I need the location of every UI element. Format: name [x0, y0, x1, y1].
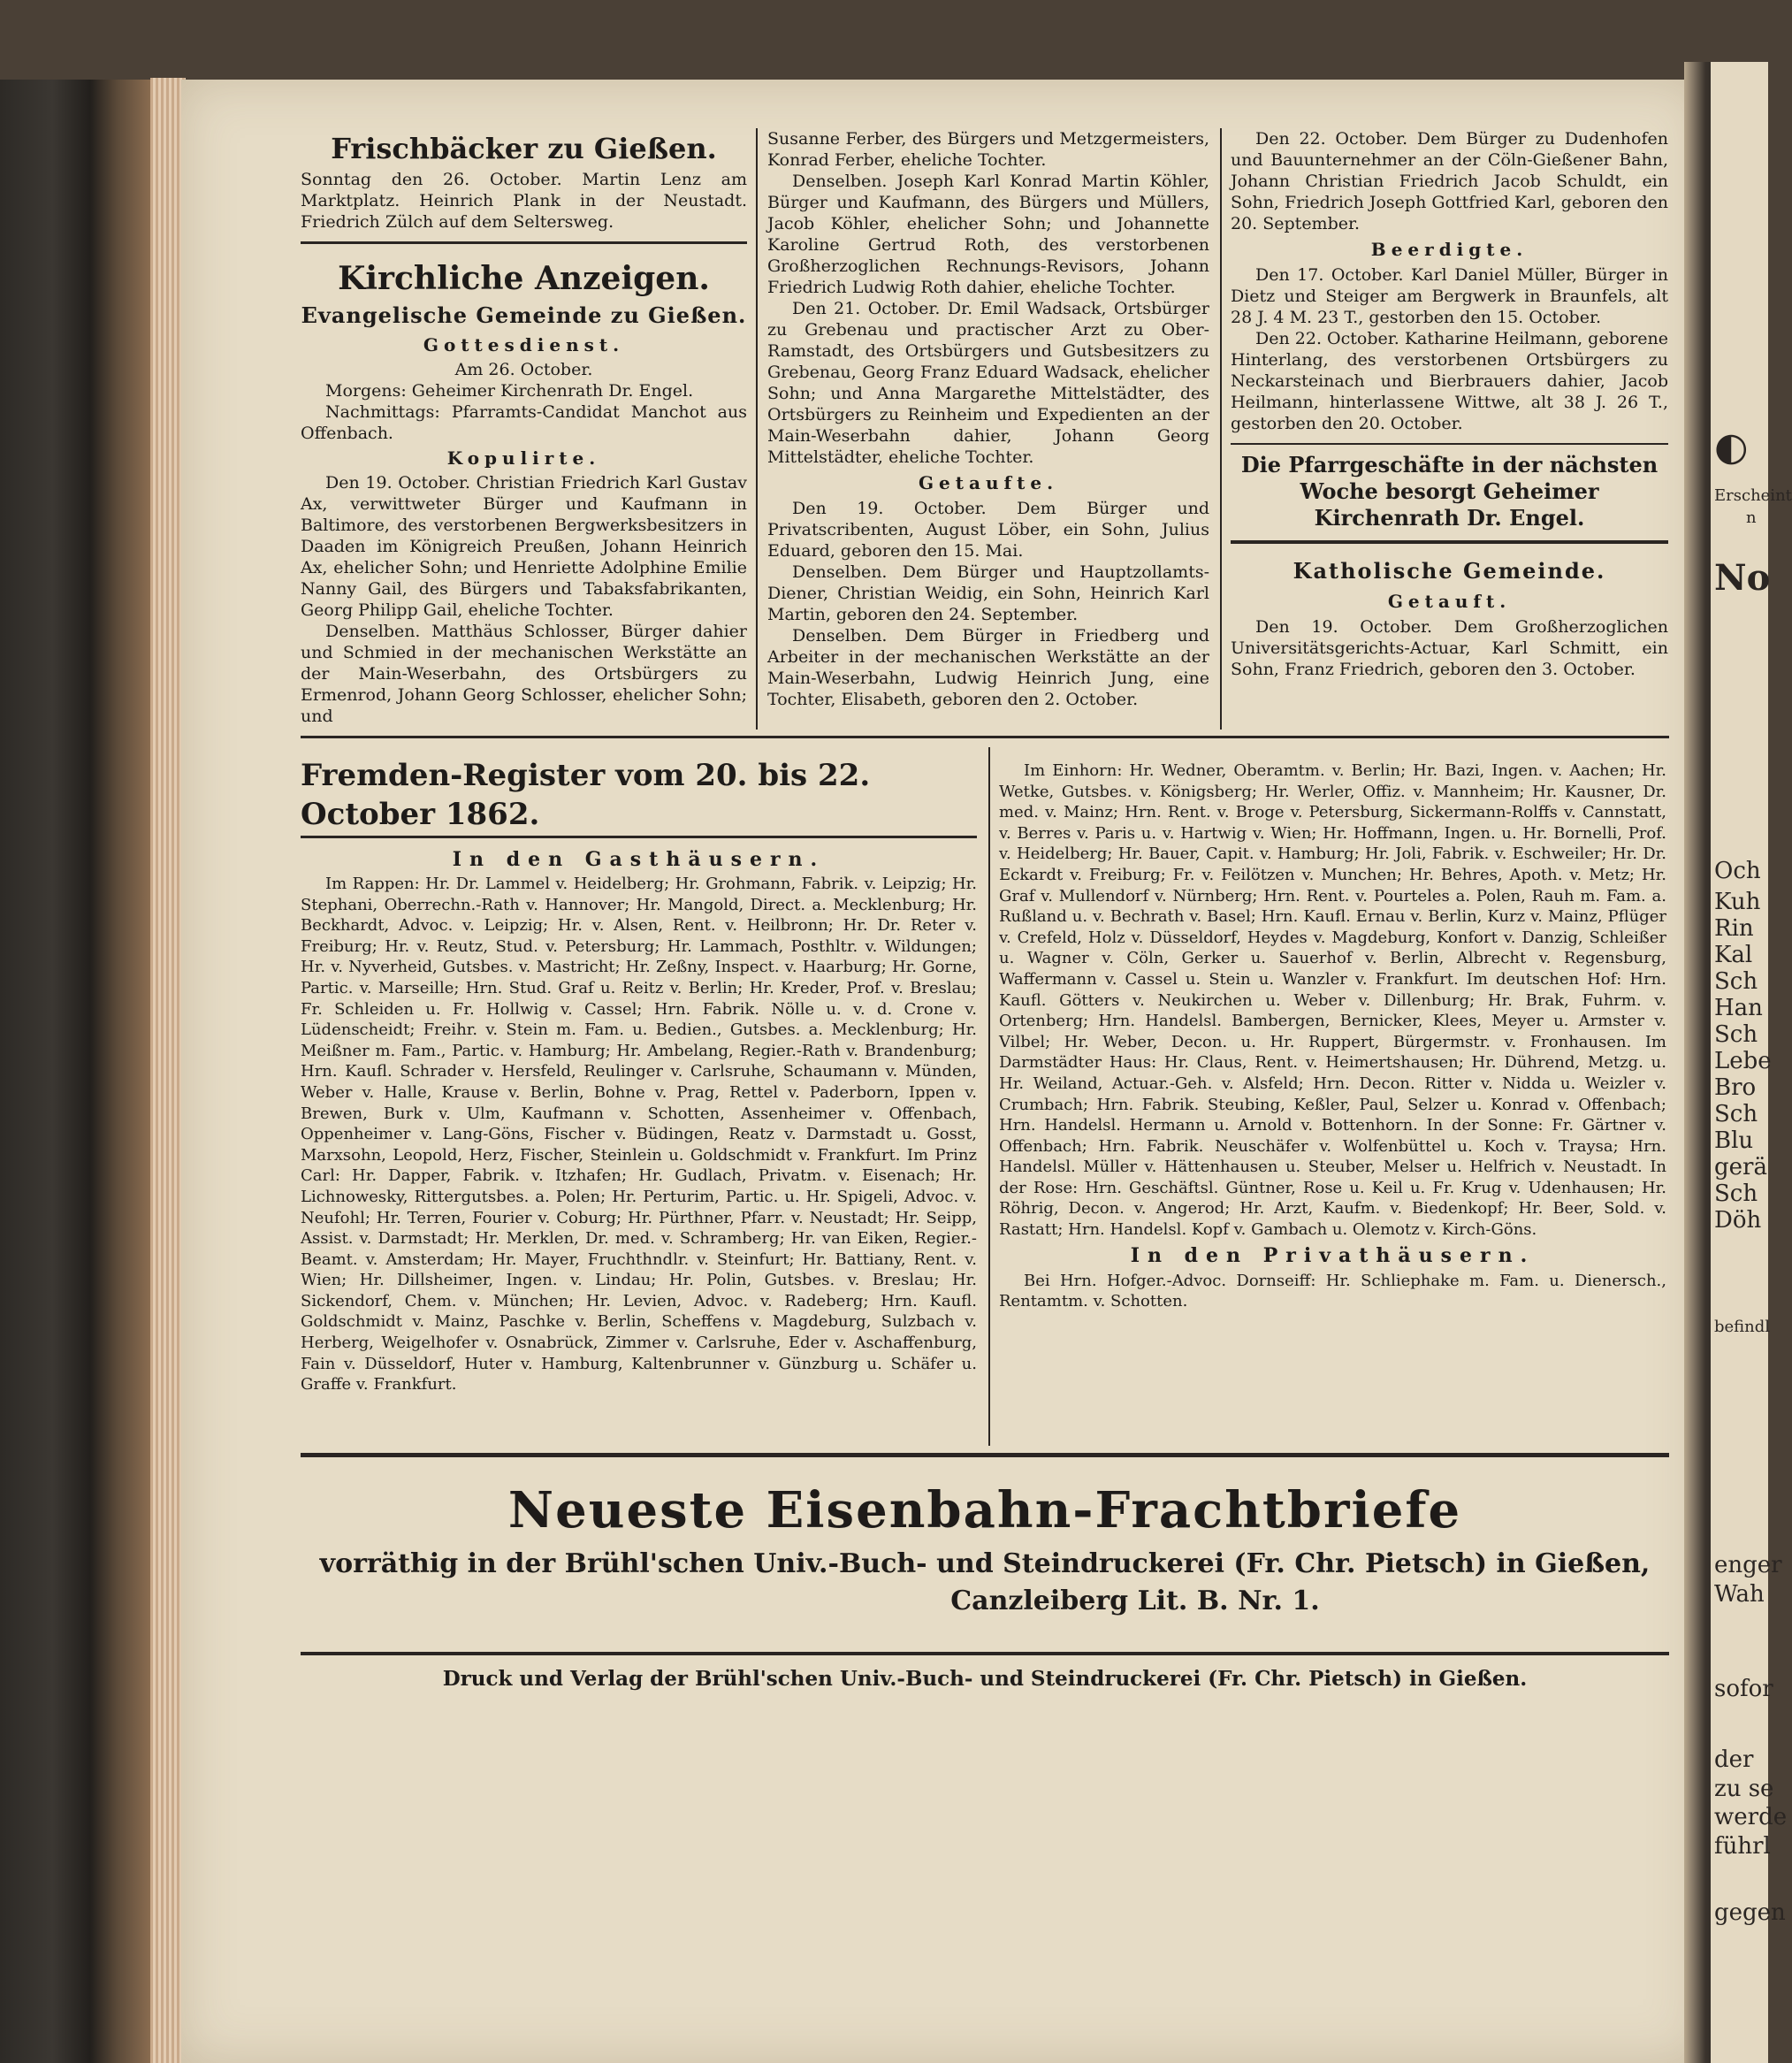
kopulirte-entry: Den 21. October. Dr. Emil Wadsack, Ortsbürger zu Grebenau und practischer Arzt zu Ober-Ramstadt, des Ortsbürgers und Gutsbesitzers zu Grebenau, Georg Franz Eduard Wadsack, ehelicher Sohn; und Anna Margarethe Mittelstädter, des Ortsbürgers zu Reinheim und Expedienten an der Main-Weserbahn dahier, Johann Georg Mittelstädter, eheliche Tochter. [767, 299, 1209, 467]
fremden-left-text: Im Rappen: Hr. Dr. Lammel v. Heidelberg; Hr. Grohmann, Fabrik. v. Leipzig; Hr. Stephani, Oberrechn.-Rath v. Hannover; Hr. Mangold, Direct. a. Mecklenburg; Hr. Beckhardt, Advoc. v. Leipzig; Hr. v. Alsen, Rent. v. Heilbronn; Hr. Dr. Reter v. Freiburg; Hr. v. Reutz, Stud. v. Petersburg; Hr. Lammach, Posthltr. v. Wildungen; Hr. v. Nyverheid, Gutsbes. v. Mastricht; Hr. Zeßny, Inspect. v. Haarburg; Hr. Gorne, Partic. v. Marseille; Hrn. Stud. Graf u. Reitz v. Berlin; Hr. Kreder, Prof. v. Breslau; Fr. Schleiden u. Fr. Hollwig v. Cassel; Hrn. Fabrik. Nölle u. v. d. Crone v. Lüdenscheidt; Freihr. v. Stein m. Fam. u. Bedien., Gutsbes. a. Mecklenburg; Hr. Meißner m. Fam., Partic. v. Hamburg; Hr. Ambelang, Regier.-Rath v. Brandenburg; Hrn. Kaufl. Schrader v. Hersfeld, Reulinger v. Carlsruhe, Schaumann v. Münden, Weber v. Halle, Krause v. Berlin, Bohne v. Prag, Rettel v. Paderborn, Ippen v. Brewen, Burk v. Ulm, Kaufmann v. Schotten, Assenheimer v. Offenbach, Oppenheimer v. Lang-Göns, Fischer v. Büdingen, Reatz v. Darmstadt u. Gosst, Marxsohn, Leopold, Herz, Fischer, Steinlein u. Goldschmidt v. Frankfurt. Im Prinz Carl: Hr. Dapper, Fabrik. v. Itzhafen; Hr. Gudlach, Privatm. v. Eisenach; Hr. Lichnowesky, Rittergutsbes. a. Polen; Hr. Perturim, Partic. u. Hr. Spigeli, Advoc. v. Neufohl; Hr. Terren, Fourier v. Coburg; Hr. Pürthner, Pfarr. v. Neustadt; Hr. Seipp, Assist. v. Darmstadt; Hr. Merklen, Dr. med. v. Schramberg; Hr. van Eiken, Regier.-Beamt. v. Amsterdam; Hr. Mayer, Fruchthndlr. v. Steinfurt; Hr. Battiany, Rent. v. Wien; Hr. Dillsheimer, Ingen. v. Lindau; Hr. Polin, Gutsbes. v. Breslau; Hr. Sickendorf, Chem. v. München; Hr. Levien, Advoc. v. Radeberg; Hrn. Kaufl. Goldschmidt v. Mainz, Paschke v. Berlin, Scheffens v. Magdeburg, Sulzbach v. Herberg, Weigelhofer v. Osnabrück, Zimmer v. Carlsruhe, Eder v. Aschaffenburg, Fain v. Düsseldorf, Huter v. Hamburg, Kaltenbrunner v. Günzburg u. Schäfer u. Graffe v. Frankfurt. [301, 875, 977, 1394]
kirchliche-heading: Kirchliche Anzeigen. [338, 260, 710, 297]
facing-fragment: Lebe [1714, 1048, 1772, 1074]
fremden-right-column [999, 760, 1666, 1312]
facing-fragment: Kal [1714, 942, 1753, 968]
advert-line: Canzleiberg Lit. B. Nr. 1. [950, 1585, 1320, 1616]
left-column [301, 128, 747, 727]
fremden-right-text: Im Einhorn: Hr. Wedner, Oberamtm. v. Berlin; Hr. Bazi, Ingen. v. Aachen; Hr. Wetke, Gutsbes. v. Königsberg; Hr. Werler, Offiz. v. Mannheim; Hr. Kausner, Dr. med. v. Mainz; Hrn. Rent. v. Broge v. Petersburg, Sickermann-Rolffs v. Cannstatt, v. Berres v. Paris u. v. Hartwig v. Wien; Hr. Hoffmann, Ingen. u. Hr. Bornelli, Prof. v. Heidelberg; Hr. Bauer, Capit. v. Hamburg; Hr. Joli, Fabrik. v. Eschweiler; Hr. Dr. Eckardt v. Freiburg; Fr. v. Feilötzen v. Munchen; Hr. Behres, Apoth. v. Metz; Hr. Graf v. Mullendorf v. Nürnberg; Hrn. Rent. v. Pourteles a. Polen, Rauh m. Fam. a. Rußland u. v. Bechrath v. Basel; Hrn. Kaufl. Ernau v. Berlin, Kurz v. Mainz, Pflüger v. Crefeld, Holz v. Düsseldorf, Heydes v. Magdeburg, Konfort v. Danzig, Schleißer u. Wagner v. Cöln, Gerker u. Sauerhof v. Berlin, Albrecht v. Regensburg, Waffermann v. Cassel u. Stein u. Wanzler v. Frankfurt. Im deutschen Hof: Hrn. Kaufl. Götters v. Neukirchen u. Weber v. Dillenburg; Hr. Brak, Fuhrm. v. Ortenberg; Hrn. Handelsl. Bambergen, Bernicker, Klees, Meyer u. Armster v. Vilbel; Hr. Weber, Decon. u. Hr. Ruppert, Bürgermstr. v. Fronhausen. Im Darmstädter Haus: Hr. Claus, Rent. v. Heimertshausen; Hr. Dührend, Metzg. u. Hr. Weiland, Actuar.-Geh. v. Alsfeld; Hrn. Decon. Ritter v. Nidda u. Weizler v. Crumbach; Hrn. Fabrik. Steubing, Keßler, Paul, Selzer u. Konrad v. Offenbach; Hrn. Handelsl. Hermann u. Arnold v. Bottenhorn. In der Sonne: Fr. Gärtner v. Offenbach; Hrn. Fabrik. Neuschäfer v. Wolfenbüttel u. Koch v. Traysa; Hrn. Handelsl. Müller v. Hättenhausen u. Steuber, Melser u. Helfrich v. Neustadt. In der Rose: Hrn. Geschäftsl. Güntner, Rose u. Keil u. Fr. Krug v. Udenhausen; Hr. Röhrig, Decon. v. Angerod; Hr. Arzt, Kaufm. v. Biedenkopf; Hr. Beer, Sold. v. Rastatt; Hrn. Handelsl. Kopf v. Gambach u. Olemotz v. Kirch-Göns. [999, 761, 1666, 1240]
imprint: Druck und Verlag der Brühl'schen Univ.-Buch- und Steindruckerei (Fr. Chr. Pietsch) in Gießen. [442, 1667, 1528, 1691]
beerdigte-entry: Den 17. October. Karl Daniel Müller, Bürger in Dietz und Steiger am Bergwerk in Braunfels, alt 28 J. 4 M. 23 T., gestorben den 15. October. [1231, 265, 1668, 327]
kopulirte-entry: Denselben. Matthäus Schlosser, Bürger dahier und Schmied in der mechanischen Werkstätte an der Main-Weserbahn, des Ortsbürgers zu Ermenrod, Johann Georg Schlosser, ehelicher Sohn; und [301, 622, 747, 726]
facing-fragment: Wah [1714, 1581, 1765, 1608]
advert-title: Neueste Eisenbahn-Frachtbriefe [507, 1481, 1462, 1540]
section-rule [1231, 443, 1668, 445]
facing-fragment: n [1746, 508, 1757, 527]
section-rule [301, 1453, 1669, 1457]
getaufte-entry: Den 22. October. Dem Bürger zu Dudenhofen und Bauunternehmer an der Cöln-Gießener Bahn, Johann Christian Friedrich Jacob Schuldt, ein Sohn, Friedrich Joseph Gottfried Karl, geboren den 20. September. [1231, 129, 1668, 233]
facing-page-logo-fragment: ◐ [1714, 424, 1749, 470]
facing-fragment: Blu [1714, 1127, 1754, 1154]
section-rule [301, 736, 1669, 738]
section-rule [301, 836, 977, 838]
facing-fragment: befindl [1714, 1318, 1771, 1336]
facing-fragment: Sch [1714, 1180, 1758, 1207]
facing-fragment: Sch [1714, 1101, 1758, 1127]
getauft-heading: Getauft. [1387, 591, 1512, 612]
getaufte-heading: Getaufte. [918, 472, 1059, 493]
getaufte-entry: Denselben. Dem Bürger in Friedberg und Arbeiter in der mechanischen Werkstätte an der Main-Weserbahn, Ludwig Heinrich Jung, eine Tochter, Elisabeth, geboren den 2. October. [767, 626, 1209, 709]
facing-fragment: der [1714, 1746, 1754, 1773]
morgens-line: Morgens: Geheimer Kirchenrath Dr. Engel. [325, 381, 694, 401]
facing-fragment: sofor [1714, 1676, 1773, 1702]
facing-fragment: gegen [1714, 1899, 1786, 1926]
column-rule [988, 747, 990, 1446]
kopulirte-heading: Kopulirte. [446, 447, 601, 469]
getaufte-entry: Denselben. Dem Bürger und Hauptzollamts-Diener, Christian Weidig, ein Sohn, Heinrich Karl Martin, geboren den 24. September. [767, 562, 1209, 624]
beerdigte-entry: Den 22. October. Katharine Heilmann, geborene Hinterlang, des verstorbenen Ortsbürgers zu Neckarsteinach und Bierbrauers dahier, Jacob Heilmann, hinterlassene Wittwe, alt 38 J. 26 T., gestorben den 20. October. [1231, 329, 1668, 433]
facing-fragment: Sch [1714, 968, 1758, 995]
facing-fragment: führl [1714, 1833, 1771, 1860]
facing-fragment: Han [1714, 995, 1763, 1021]
facing-fragment: werde [1714, 1804, 1788, 1830]
section-rule [301, 1652, 1669, 1655]
facing-fragment: enger [1714, 1552, 1782, 1578]
katholische-heading: Katholische Gemeinde. [1293, 558, 1606, 584]
advert [301, 1475, 1669, 1620]
book-binding [0, 80, 150, 2063]
facing-fragment: zu se [1714, 1776, 1774, 1802]
facing-fragment: Rin [1714, 915, 1754, 942]
kopulirte-entry: Den 19. October. Christian Friedrich Karl Gustav Ax, verwittweter Bürger und Kaufmann in Baltimore, des verstorbenen Bergwerksbesitzers in Daaden im Königreich Preußen, Johann Heinrich Ax, ehelicher Sohn; und Henriette Adolphine Emilie Nanny Gail, des Bürgers und Tabaksfabrikanten, Georg Philipp Gail, eheliche Tochter. [301, 473, 747, 620]
facing-fragment: Erscheint [1714, 486, 1792, 505]
pfarrgeschaefte-notice: Die Pfarrgeschäfte in der nächsten Woche besorgt Geheimer Kirchenrath Dr. Engel. [1240, 452, 1659, 531]
kopulirte-continuation: Susanne Ferber, des Bürgers und Metzgermeisters, Konrad Ferber, eheliche Tochter. [767, 129, 1209, 170]
nachmittags-line: Nachmittags: Pfarramts-Candidat Manchot aus Offenbach. [301, 402, 747, 443]
facing-fragment: Kuh [1714, 889, 1761, 915]
facing-fragment: No [1714, 557, 1771, 599]
gottesdienst-date: Am 26. October. [454, 360, 593, 379]
advert-line: vorräthig in der Brühl'schen Univ.-Buch- und Steindruckerei (Fr. Chr. Pietsch) in Gießen, [319, 1548, 1651, 1579]
privat-text: Bei Hrn. Hofger.-Advoc. Dornseiff: Hr. Schliephake m. Fam. u. Dienersch., Rentamtm. v. Schotten. [999, 1271, 1666, 1311]
facing-fragment: Sch [1714, 1021, 1758, 1048]
gasthaeuser-heading: In den Gasthäusern. [452, 848, 826, 871]
section-rule [1231, 540, 1668, 544]
facing-fragment: gerä [1714, 1154, 1767, 1180]
evangelische-heading: Evangelische Gemeinde zu Gießen. [301, 302, 747, 328]
getaufte-entry: Den 19. October. Dem Bürger und Privatscribenten, August Löber, ein Sohn, Julius Eduard, geboren den 15. Mai. [767, 499, 1209, 561]
page-edges [150, 78, 186, 2063]
beerdigte-heading: Beerdigte. [1370, 239, 1529, 260]
frischbaecker-text: Sonntag den 26. October. Martin Lenz am Marktplatz. Heinrich Plank in der Neustadt. Friedrich Zülch auf dem Seltersweg. [301, 170, 747, 232]
gottesdienst-heading: Gottesdienst. [423, 334, 625, 355]
frischbaecker-heading: Frischbäcker zu Gießen. [331, 132, 717, 165]
column-rule [1220, 128, 1222, 730]
getauft-entry: Den 19. October. Dem Großherzoglichen Universitätsgerichts-Actuar, Karl Schmitt, ein Sohn, Franz Friedrich, geboren den 3. October. [1231, 617, 1668, 679]
column-rule [756, 128, 758, 730]
right-column [1231, 128, 1668, 680]
facing-fragment: Bro [1714, 1074, 1757, 1101]
fremden-left-column [301, 756, 977, 1395]
kopulirte-entry: Denselben. Joseph Karl Konrad Martin Köhler, Bürger und Kaufmann, des Bürgers und Müllers, Jacob Köhler, ehelicher Sohn; und Johannette Karoline Gertrud Roth, des verstorbenen Großherzoglichen Rechnungs-Revisors, Johann Friedrich Ludwig Roth dahier, eheliche Tochter. [767, 172, 1209, 297]
middle-column [767, 128, 1209, 710]
facing-page [1711, 62, 1792, 2063]
privathaeuser-heading: In den Privathäusern. [1130, 1243, 1536, 1267]
facing-fragment: Döh [1714, 1207, 1762, 1234]
section-rule [301, 241, 747, 244]
facing-fragment: Och [1714, 858, 1761, 884]
fremden-heading: Fremden-Register vom 20. bis 22. October 1862. [301, 758, 871, 832]
